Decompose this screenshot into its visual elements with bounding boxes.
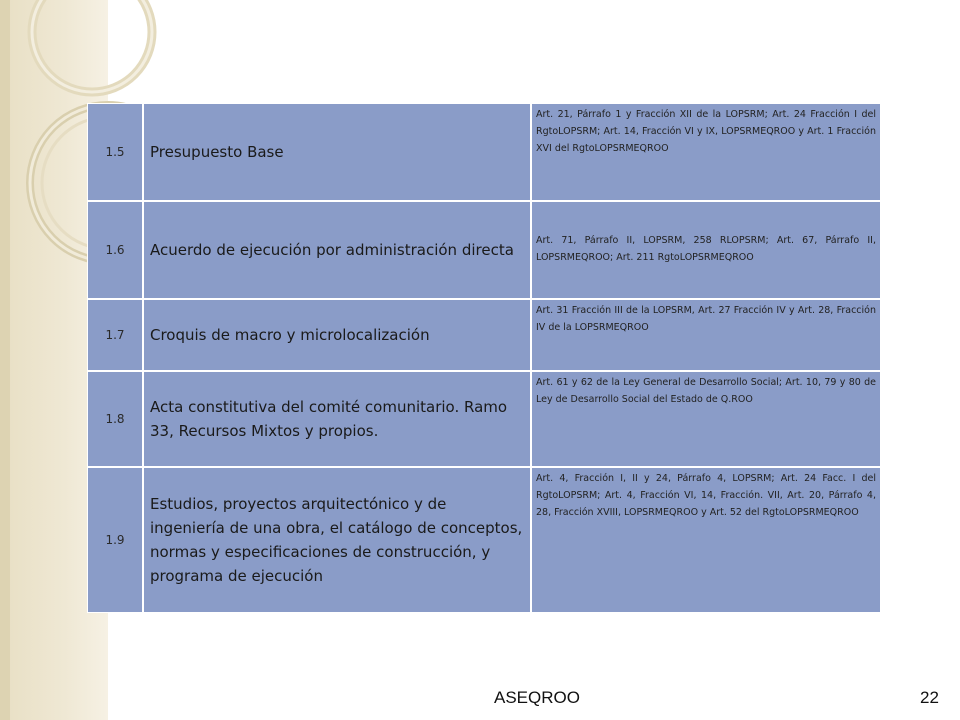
row-number: 1.5 (87, 103, 143, 201)
page-number: 22 (920, 688, 939, 707)
row-reference: Art. 31 Fracción III de la LOPSRM, Art. 27 Fracción IV y Art. 28, Fracción IV de la LOPSRMEQROO (531, 299, 881, 371)
row-number: 1.9 (87, 467, 143, 613)
row-description: Presupuesto Base (143, 103, 531, 201)
articles-table-container (87, 103, 876, 613)
table-row (87, 299, 881, 371)
table-row (87, 371, 881, 467)
side-band-edge (0, 0, 10, 720)
row-number: 1.8 (87, 371, 143, 467)
row-description: Estudios, proyectos arquitectónico y de ingeniería de una obra, el catálogo de conceptos, normas y especificaciones de construcción, y programa de ejecución (143, 467, 531, 613)
row-description: Acta constitutiva del comité comunitario. Ramo 33, Recursos Mixtos y propios. (143, 371, 531, 467)
row-reference: Art. 71, Párrafo II, LOPSRM, 258 RLOPSRM; Art. 67, Párrafo II, LOPSRMEQROO; Art. 211 RgtoLOPSRMEQROO (531, 201, 881, 299)
row-number: 1.7 (87, 299, 143, 371)
table-row (87, 103, 881, 201)
row-reference: Art. 61 y 62 de la Ley General de Desarrollo Social; Art. 10, 79 y 80 de Ley de Desarrollo Social del Estado de Q.ROO (531, 371, 881, 467)
table-row (87, 201, 881, 299)
row-description: Acuerdo de ejecución por administración directa (143, 201, 531, 299)
row-description: Croquis de macro y microlocalización (143, 299, 531, 371)
row-reference: Art. 21, Párrafo 1 y Fracción XII de la LOPSRM; Art. 24 Fracción I del RgtoLOPSRM; Art. 14, Fracción VI y IX, LOPSRMEQROO y Art. 1 Fracción XVI del RgtoLOPSRMEQROO (531, 103, 881, 201)
articles-table (87, 103, 881, 613)
footer-label: ASEQROO (494, 688, 580, 707)
table-row (87, 467, 881, 613)
row-reference: Art. 4, Fracción I, II y 24, Párrafo 4, LOPSRM; Art. 24 Facc. I del RgtoLOPSRM; Art. 4, Fracción VI, 14, Fracción. VII, Art. 20, Párrafo 4, 28, Fracción XVIII, LOPSRMEQROO y Art. 52 del RgtoLOPSRMEQROO (531, 467, 881, 613)
row-number: 1.6 (87, 201, 143, 299)
